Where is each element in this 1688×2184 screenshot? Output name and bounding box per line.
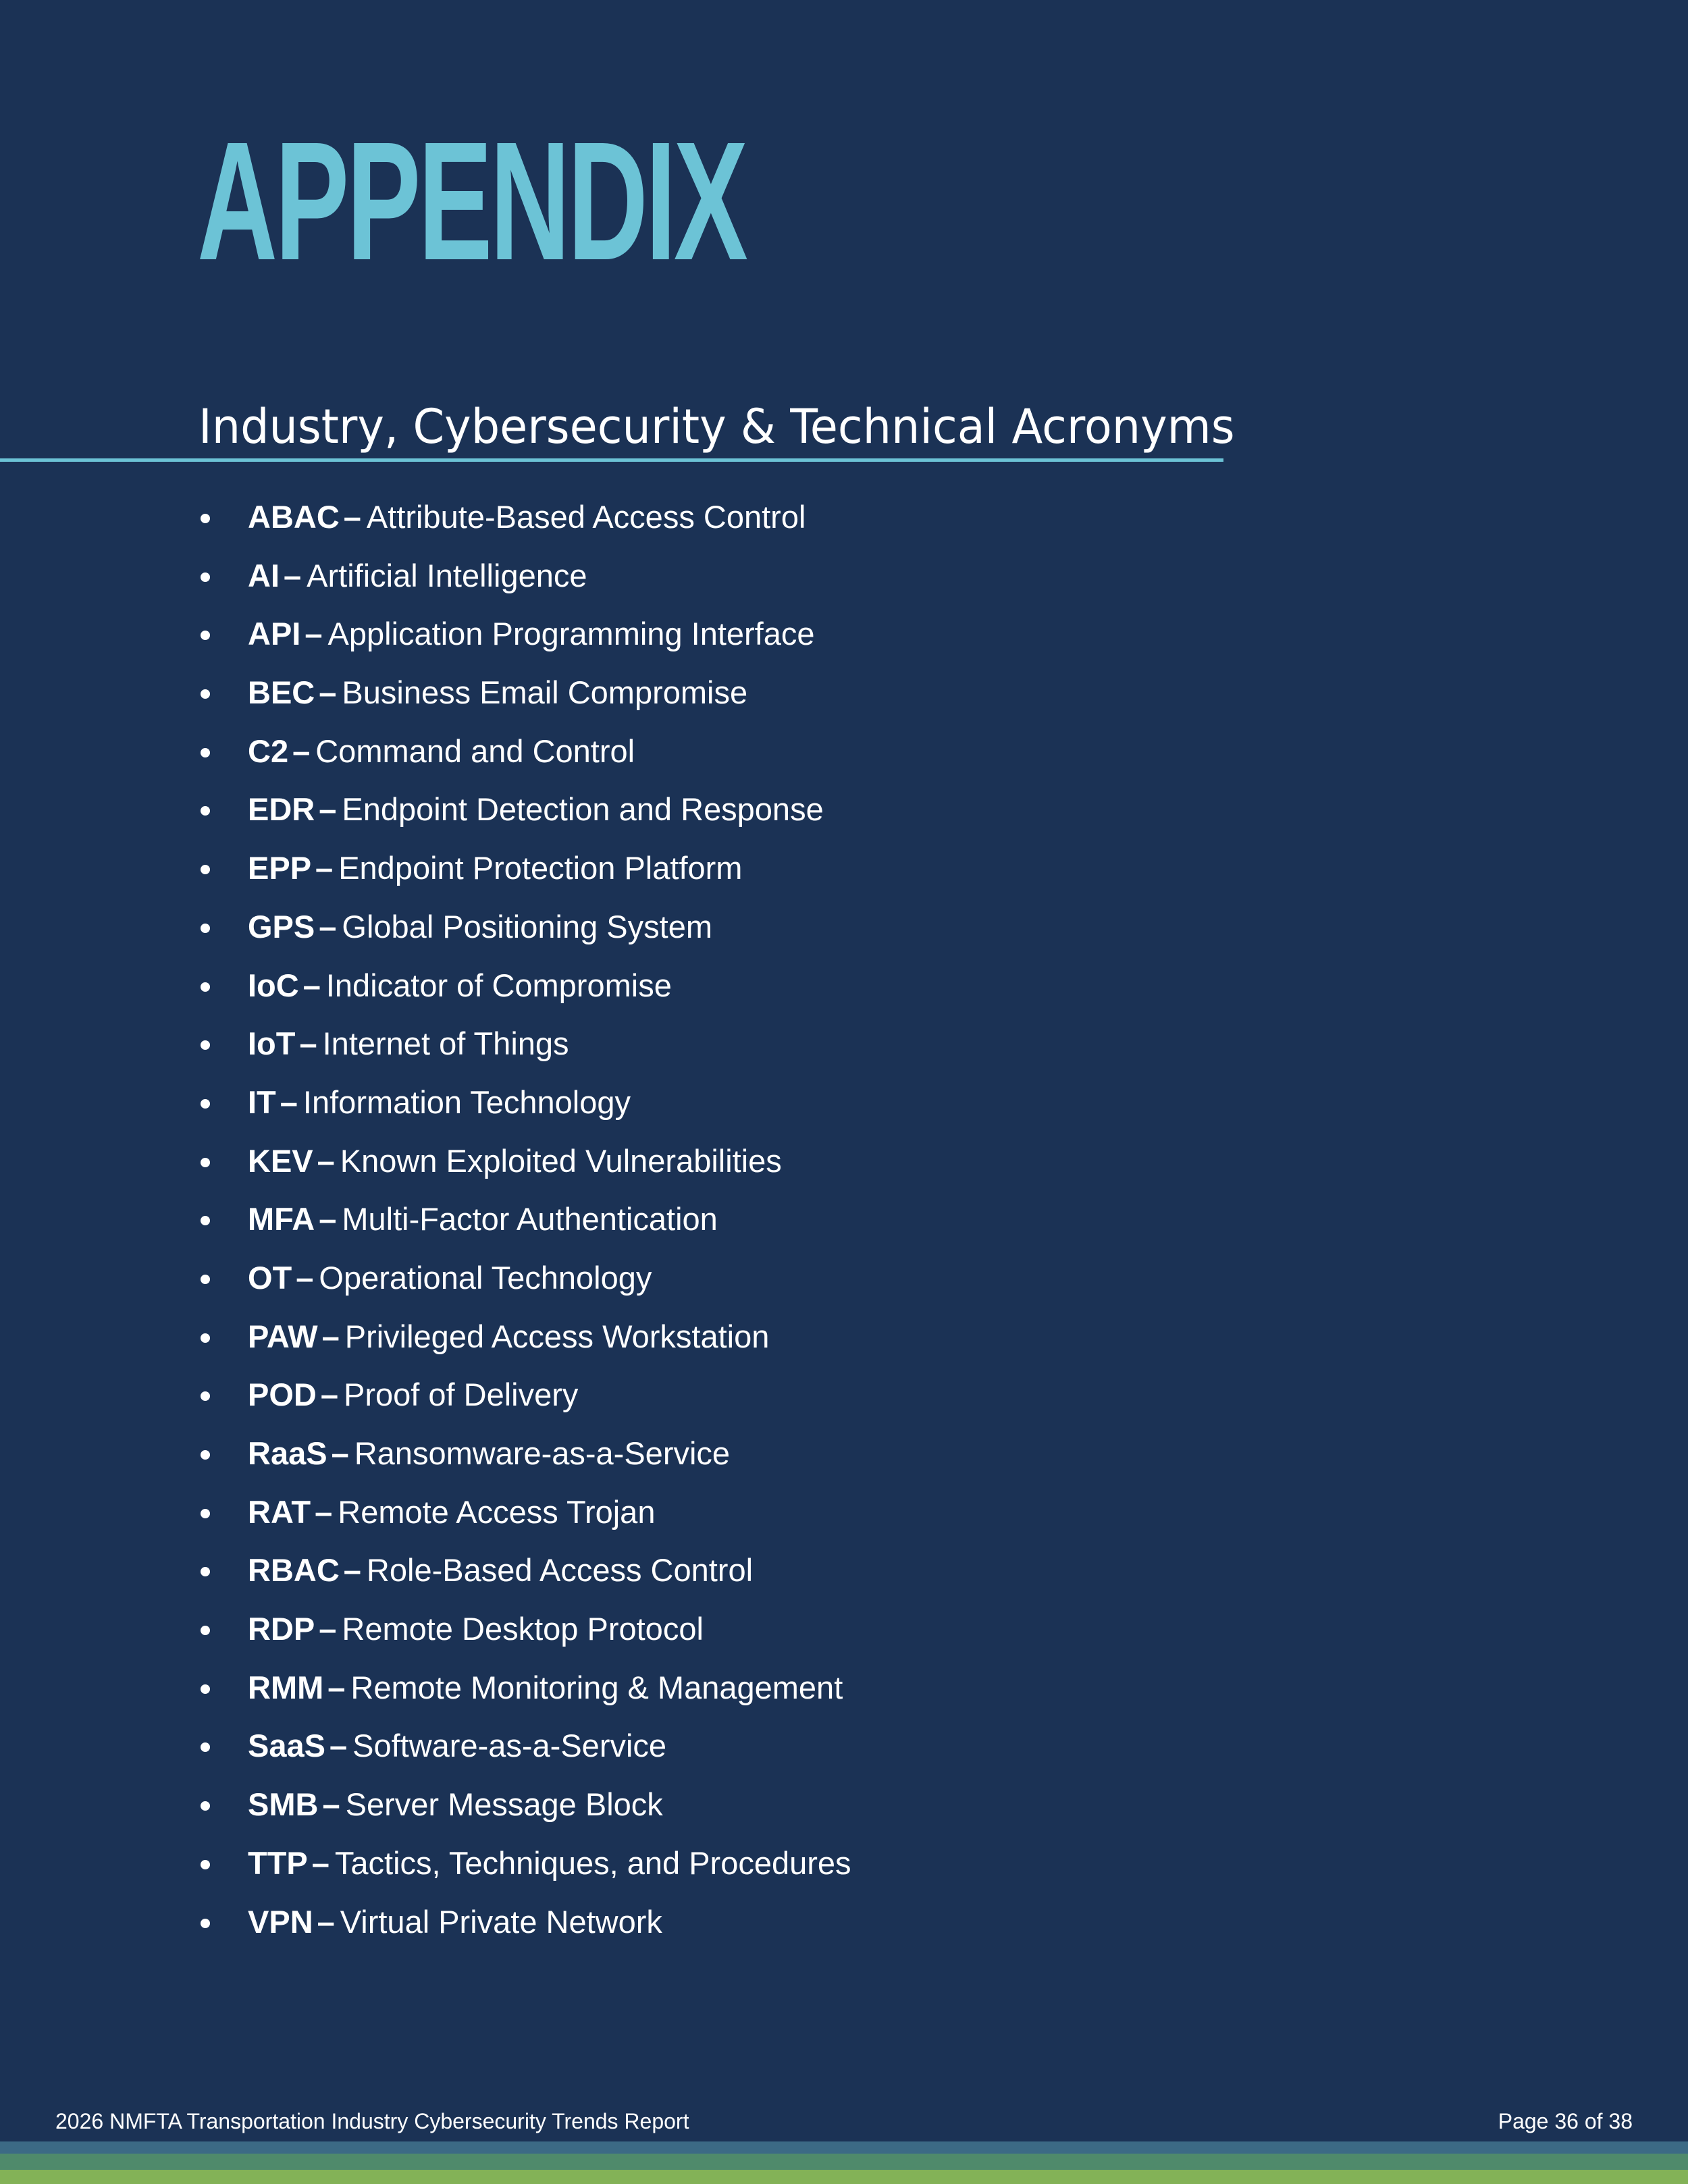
acronym-term: BEC [248, 674, 315, 711]
acronym-definition: Tactics, Techniques, and Procedures [334, 1844, 851, 1881]
acronym-definition: Command and Control [315, 733, 635, 769]
dash-separator: – [327, 1669, 346, 1705]
acronym-term: POD [248, 1377, 317, 1413]
bullet-icon [201, 572, 210, 582]
dash-separator: – [343, 499, 361, 535]
acronym-definition: Proof of Delivery [344, 1377, 579, 1413]
bullet-icon [201, 1099, 210, 1109]
dash-separator: – [315, 1493, 333, 1530]
dash-separator: – [292, 733, 311, 769]
bullet-icon [201, 1391, 210, 1401]
dash-separator: – [321, 1318, 340, 1354]
dash-separator: – [284, 557, 302, 593]
acronym-definition: Remote Monitoring & Management [350, 1669, 843, 1705]
dash-separator: – [305, 616, 323, 652]
acronym-definition: Business Email Compromise [342, 674, 748, 711]
acronym-definition: Virtual Private Network [340, 1903, 662, 1940]
acronym-term: MFA [248, 1201, 315, 1237]
acronym-term: PAW [248, 1318, 318, 1354]
dash-separator: – [320, 1377, 338, 1413]
acronym-definition: Remote Access Trojan [338, 1493, 656, 1530]
bullet-icon [201, 1275, 210, 1284]
acronym-definition: Remote Desktop Protocol [342, 1611, 704, 1647]
bullet-icon [201, 982, 210, 992]
bullet-icon [201, 1919, 210, 1928]
dash-separator: – [331, 1435, 349, 1471]
bullet-icon [201, 1801, 210, 1811]
acronym-term: SMB [248, 1786, 319, 1823]
bullet-icon [201, 1567, 210, 1576]
acronym-term: TTP [248, 1844, 308, 1881]
dash-separator: – [299, 1026, 317, 1062]
acronym-definition: Role-Based Access Control [366, 1552, 754, 1589]
bullet-icon [201, 689, 210, 699]
acronym-definition: Multi-Factor Authentication [342, 1201, 718, 1237]
acronym-term: RBAC [248, 1552, 340, 1589]
footer-page-number: Page 36 of 38 [1498, 2109, 1633, 2133]
acronym-definition: Software-as-a-Service [352, 1728, 667, 1764]
heading-underline [0, 458, 1223, 462]
acronym-term: RaaS [248, 1435, 327, 1471]
bullet-icon [201, 865, 210, 874]
acronym-term: KEV [248, 1142, 313, 1179]
acronym-term: IoC [248, 967, 299, 1003]
acronym-definition: Internet of Things [322, 1026, 569, 1062]
acronym-term: RDP [248, 1611, 315, 1647]
bullet-icon [201, 1216, 210, 1225]
acronym-term: GPS [248, 908, 315, 944]
footer-band-teal [0, 2154, 1688, 2170]
footer-band-green [0, 2170, 1688, 2184]
bullet-icon [201, 1450, 210, 1460]
acronym-term: ABAC [248, 499, 340, 535]
acronym-term: RMM [248, 1669, 324, 1705]
dash-separator: – [317, 1142, 335, 1179]
footer-band-blue [0, 2141, 1688, 2154]
bullet-icon [201, 631, 210, 640]
dash-separator: – [319, 1611, 337, 1647]
dash-separator: – [311, 1844, 329, 1881]
bullet-icon [201, 1040, 210, 1050]
acronym-definition: Attribute-Based Access Control [366, 499, 806, 535]
acronym-definition: Endpoint Protection Platform [338, 850, 743, 886]
acronym-definition: Artificial Intelligence [307, 557, 587, 593]
acronym-term: RAT [248, 1493, 311, 1530]
page-title: APPENDIX [197, 107, 745, 295]
acronym-term: SaaS [248, 1728, 325, 1764]
acronym-definition: Operational Technology [319, 1259, 652, 1296]
dash-separator: – [329, 1728, 348, 1764]
dash-separator: – [319, 791, 337, 828]
dash-separator: – [296, 1259, 314, 1296]
acronym-term: EPP [248, 850, 312, 886]
acronym-term: VPN [248, 1903, 313, 1940]
bullet-icon [201, 1333, 210, 1343]
acronym-definition: Server Message Block [345, 1786, 663, 1823]
bullet-icon [201, 1158, 210, 1167]
dash-separator: – [302, 967, 321, 1003]
bullet-icon [201, 1742, 210, 1752]
acronym-definition: Known Exploited Vulnerabilities [340, 1142, 782, 1179]
bullet-icon [201, 924, 210, 933]
bullet-icon [201, 1626, 210, 1635]
footer-report-title: 2026 NMFTA Transportation Industry Cybersecurity Trends Report [55, 2109, 689, 2133]
acronym-definition: Application Programming Interface [327, 616, 815, 652]
dash-separator: – [343, 1552, 361, 1589]
bullet-icon [201, 514, 210, 523]
acronym-term: OT [248, 1259, 292, 1296]
section-heading: Industry, Cybersecurity & Technical Acronyms [199, 399, 1235, 454]
dash-separator: – [280, 1084, 298, 1120]
acronym-term: AI [248, 557, 280, 593]
dash-separator: – [315, 850, 334, 886]
acronym-term: IT [248, 1084, 276, 1120]
bullet-icon [201, 748, 210, 757]
acronym-definition: Endpoint Detection and Response [342, 791, 824, 828]
acronym-definition: Privileged Access Workstation [344, 1318, 770, 1354]
acronym-definition: Ransomware-as-a-Service [354, 1435, 731, 1471]
acronym-term: C2 [248, 733, 289, 769]
acronym-term: IoT [248, 1026, 296, 1062]
acronym-definition: Indicator of Compromise [325, 967, 672, 1003]
acronym-term: API [248, 616, 301, 652]
acronym-term: EDR [248, 791, 315, 828]
dash-separator: – [317, 1903, 335, 1940]
dash-separator: – [319, 674, 337, 711]
acronym-definition: Global Positioning System [342, 908, 713, 944]
dash-separator: – [319, 908, 337, 944]
bullet-icon [201, 1684, 210, 1694]
bullet-icon [201, 1860, 210, 1869]
bullet-icon [201, 806, 210, 816]
dash-separator: – [322, 1786, 340, 1823]
dash-separator: – [319, 1201, 337, 1237]
acronym-definition: Information Technology [302, 1084, 631, 1120]
bullet-icon [201, 1509, 210, 1518]
